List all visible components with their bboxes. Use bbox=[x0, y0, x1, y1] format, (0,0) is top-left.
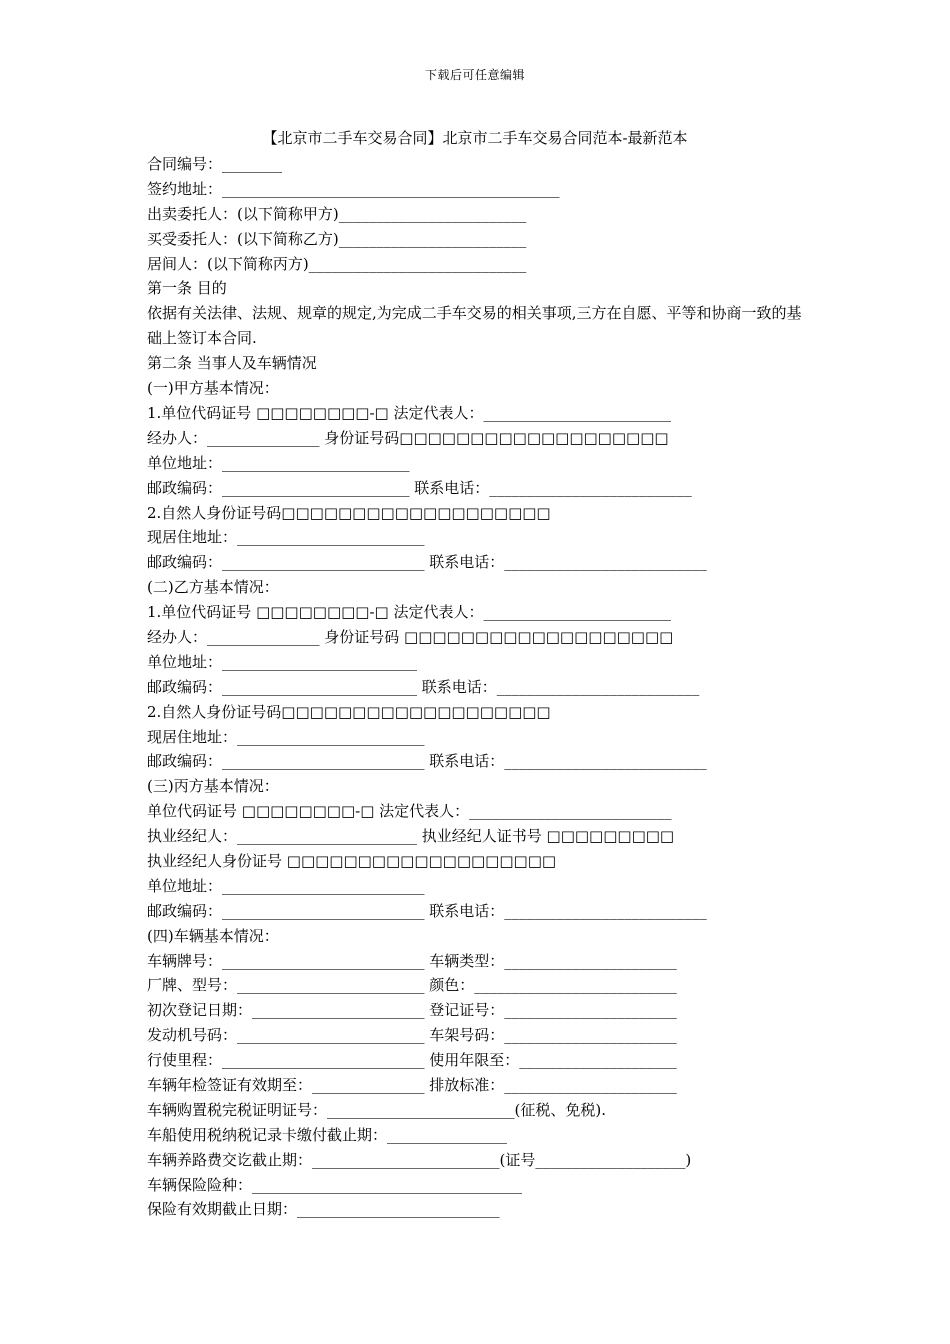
article-2-heading: 第二条 当事人及车辆情况 bbox=[147, 354, 317, 373]
vehicle-vessel-tax-line: 车船使用税纳税记录卡缴付截止期：________________ bbox=[147, 1125, 508, 1144]
party-a-agent-line: 经办人：_______________ 身份证号码□□□□□□□□□□□□□□□□□□□ bbox=[147, 428, 669, 447]
vehicle-plate-line: 车辆牌号：___________________________ 车辆类型：_______________________ bbox=[147, 951, 677, 970]
article-1-heading: 第一条 目的 bbox=[147, 279, 227, 298]
buyer-line: 买受委托人：(以下简称乙方)_________________________ bbox=[147, 229, 527, 248]
party-c-postal-line: 邮政编码：___________________________ 联系电话：___________________________ bbox=[147, 901, 707, 920]
vehicle-road-fee-line: 车辆养路费交讫截止期：_________________________(证号____________________) bbox=[147, 1150, 692, 1169]
signing-address-line: 签约地址：_____________________________________________ bbox=[147, 179, 560, 198]
party-c-org-code-line: 单位代码证号 □□□□□□□□-□ 法定代表人：___________________________ bbox=[147, 802, 672, 821]
party-c-address-line: 单位地址：___________________________ bbox=[147, 876, 425, 895]
header-note: 下载后可任意编辑 bbox=[424, 68, 525, 82]
party-b-postal-line-2: 邮政编码：___________________________ 联系电话：___________________________ bbox=[147, 752, 707, 771]
vehicle-mileage-line: 行使里程：___________________________ 使用年限至：_____________________ bbox=[147, 1051, 677, 1070]
party-b-heading: (二)乙方基本情况： bbox=[147, 578, 279, 597]
vehicle-insurance-expiry-line: 保险有效期截止日期：___________________________ bbox=[147, 1200, 500, 1219]
party-a-org-code-line: 1.单位代码证号 □□□□□□□□-□ 法定代表人：_________________________ bbox=[147, 403, 671, 422]
vehicle-registration-line: 初次登记日期：_______________________ 登记证号：_______________________ bbox=[147, 1001, 677, 1020]
vehicle-heading: (四)车辆基本情况： bbox=[147, 926, 279, 945]
party-c-broker-id-line: 执业经纪人身份证号 □□□□□□□□□□□□□□□□□□□ bbox=[147, 851, 557, 870]
party-b-agent-line: 经办人：_______________ 身份证号码 □□□□□□□□□□□□□□□□□□□ bbox=[147, 627, 674, 646]
party-c-broker-line: 执业经纪人：________________________ 执业经纪人证书号 □□□□□□□□□ bbox=[147, 827, 675, 846]
contract-number-line: 合同编号：________ bbox=[147, 155, 283, 173]
party-a-residence-line: 现居住地址：_________________________ bbox=[147, 528, 425, 547]
vehicle-insurance-type-line: 车辆保险险种：____________________________________ bbox=[147, 1175, 523, 1194]
vehicle-engine-line: 发动机号码：_________________________ 车架号码：_______________________ bbox=[147, 1026, 677, 1045]
vehicle-purchase-tax-line: 车辆购置税完税证明证号：_________________________(征税、免税). bbox=[147, 1100, 606, 1119]
vehicle-model-line: 厂牌、型号：_________________________ 颜色：___________________________ bbox=[147, 976, 677, 995]
vehicle-inspection-line: 车辆年检签证有效期至：_______________ 排放标准：_______________________ bbox=[147, 1075, 677, 1094]
article-1-paragraph: 依据有关法律、法规、规章的规定,为完成二手车交易的相关事项,三方在自愿、平等和协商一致的基础上签订本合同. bbox=[147, 304, 802, 348]
seller-line: 出卖委托人：(以下简称甲方)_________________________ bbox=[147, 204, 527, 223]
party-b-id-line: 2.自然人身份证号码□□□□□□□□□□□□□□□□□□□ bbox=[147, 702, 551, 721]
party-b-org-code-line: 1.单位代码证号 □□□□□□□□-□ 法定代表人：_________________________ bbox=[147, 603, 671, 622]
party-a-heading: (一)甲方基本情况： bbox=[147, 379, 279, 398]
party-b-residence-line: 现居住地址：_________________________ bbox=[147, 727, 425, 746]
party-b-postal-line: 邮政编码：__________________________ 联系电话：___________________________ bbox=[147, 677, 700, 696]
party-a-postal-line: 邮政编码：_________________________ 联系电话：___________________________ bbox=[147, 478, 692, 497]
document-title: 【北京市二手车交易合同】北京市二手车交易合同范本-最新范本 bbox=[262, 129, 688, 147]
party-a-address-line: 单位地址：_________________________ bbox=[147, 453, 410, 472]
party-a-id-line: 2.自然人身份证号码□□□□□□□□□□□□□□□□□□□ bbox=[147, 503, 551, 522]
broker-line: 居间人：(以下简称丙方)_____________________________ bbox=[147, 254, 527, 273]
party-b-address-line: 单位地址：__________________________ bbox=[147, 652, 418, 671]
party-c-heading: (三)丙方基本情况： bbox=[147, 777, 279, 796]
party-a-postal-line-2: 邮政编码：___________________________ 联系电话：___________________________ bbox=[147, 553, 707, 572]
contract-body bbox=[147, 152, 812, 1222]
